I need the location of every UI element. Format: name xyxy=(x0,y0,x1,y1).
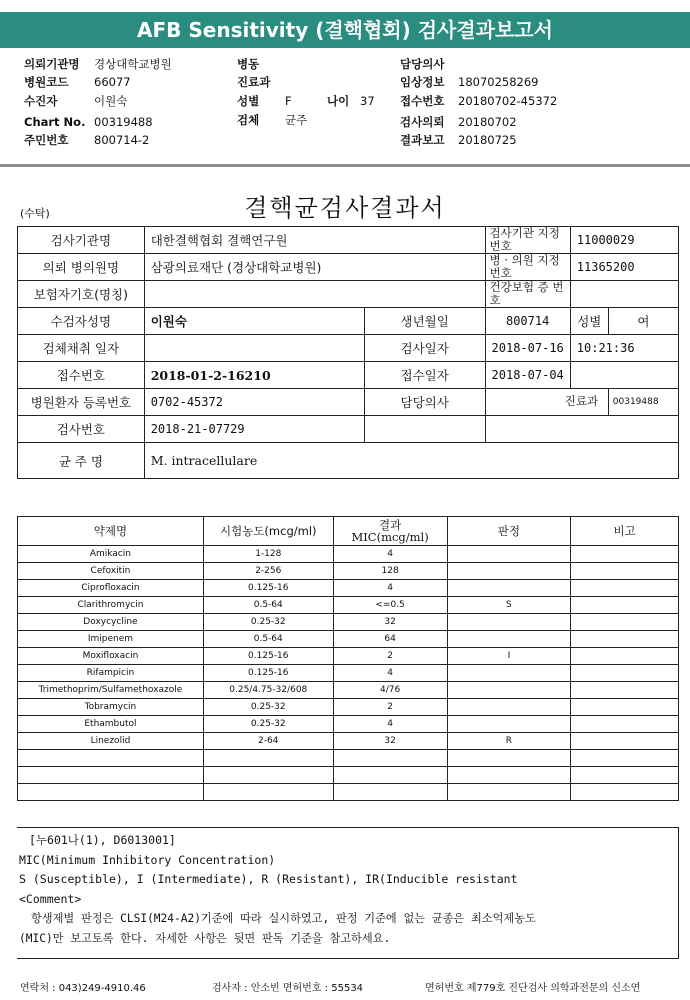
concentration-cell: 2-256 xyxy=(203,563,333,580)
birth-label: 생년월일 xyxy=(364,308,485,335)
table-row xyxy=(18,546,679,563)
patient-reg: 0702-45372 xyxy=(144,389,364,416)
test-no: 2018-21-07729 xyxy=(144,416,364,443)
table-row xyxy=(18,563,679,580)
patient-reg-label: 병원환자 등록번호 xyxy=(18,389,145,416)
insurance-label: 보험자기호(명칭) xyxy=(18,281,145,308)
empty-row xyxy=(18,767,679,784)
concentration-cell: 0.5-64 xyxy=(203,597,333,614)
report-date-value: 20180725 xyxy=(458,133,517,147)
mic-cell: 4/76 xyxy=(333,682,447,699)
health-insurance-label: 건강보험 증 번 호 xyxy=(485,281,570,308)
drug-cell: Clarithromycin xyxy=(18,597,204,614)
organism-label: 균 주 명 xyxy=(18,443,145,479)
empty-cell xyxy=(333,750,447,767)
test-no-blank1 xyxy=(364,416,485,443)
interpretation-cell xyxy=(447,665,571,682)
lab-designation: 11000029 xyxy=(570,227,678,254)
notes-mic-definition: MIC(Minimum Inhibitory Concentration) xyxy=(19,852,276,867)
empty-cell xyxy=(571,750,679,767)
test-date-label: 검사일자 xyxy=(364,335,485,362)
section-divider xyxy=(0,164,690,167)
specimen-label: 검체 xyxy=(237,113,260,127)
test-request-form xyxy=(17,226,679,479)
patient-name-label: 수검자성명 xyxy=(18,308,145,335)
interpretation-cell xyxy=(447,699,571,716)
empty-cell xyxy=(18,750,204,767)
examinee-value: 이원숙 xyxy=(94,94,128,108)
empty-cell xyxy=(447,750,571,767)
test-time: 10:21:36 xyxy=(570,335,678,362)
specimen-value: 균주 xyxy=(285,113,308,127)
header-concentration: 시험농도(mcg/ml) xyxy=(203,517,333,546)
footer-contact: 연락처 : 043)249-4910.46 xyxy=(20,983,146,994)
insurance-value xyxy=(144,281,485,308)
chart-no-label: Chart No. xyxy=(24,115,86,129)
mic-cell: 4 xyxy=(333,546,447,563)
receipt-no-label: 접수번호 xyxy=(400,94,445,108)
interpretation-cell: R xyxy=(447,733,571,750)
drug-cell: Moxifloxacin xyxy=(18,648,204,665)
interpretation-cell xyxy=(447,614,571,631)
lab-name: 대한결핵협회 결핵연구원 xyxy=(144,227,485,254)
header-drug: 약제명 xyxy=(18,517,204,546)
department-label: 진료과 xyxy=(237,75,271,89)
concentration-cell: 0.125-16 xyxy=(203,665,333,682)
header-mic-line1: 결과 xyxy=(378,518,402,532)
receipt-tag: (수탁) xyxy=(20,207,50,220)
clinical-info-label: 임상정보 xyxy=(400,75,445,89)
patient-info-col3 xyxy=(400,56,580,151)
empty-cell xyxy=(18,767,204,784)
concentration-cell: 0.25-32 xyxy=(203,699,333,716)
resident-no-label: 주민번호 xyxy=(24,133,69,147)
concentration-cell: 1-128 xyxy=(203,546,333,563)
hospital-designation: 11365200 xyxy=(570,254,678,281)
interpretation-cell xyxy=(447,546,571,563)
notes-comment-line2: (MIC)만 보고토록 한다. 자세한 사항은 뒷면 판독 기준을 참고하세요. xyxy=(19,931,391,945)
notes-code: [누601나(1), D6013001] xyxy=(29,833,176,847)
drug-cell: Tobramycin xyxy=(18,699,204,716)
notes-interpretation-definition: S (Susceptible), I (Intermediate), R (Resistant), IR(Inducible resistant xyxy=(19,872,518,886)
referring-hospital: 삼광의료재단 (경상대학교병원) xyxy=(144,254,485,281)
concentration-cell: 0.25/4.75-32/608 xyxy=(203,682,333,699)
examinee-label: 수진자 xyxy=(24,94,58,108)
empty-cell xyxy=(447,784,571,801)
empty-cell xyxy=(203,784,333,801)
mic-cell: 32 xyxy=(333,733,447,750)
physician-label: 담당의사 xyxy=(364,389,485,416)
empty-cell xyxy=(333,767,447,784)
mic-cell: 4 xyxy=(333,665,447,682)
document-title: 결핵균검사결과서 xyxy=(244,194,446,222)
concentration-cell: 0.25-32 xyxy=(203,716,333,733)
ward-label: 병동 xyxy=(237,57,260,71)
remark-cell xyxy=(571,614,679,631)
footer-examiner: 검사자 : 안소빈 면허번호 : 55534 xyxy=(212,983,364,994)
accession-date-label: 접수일자 xyxy=(364,362,485,389)
mic-cell: 2 xyxy=(333,699,447,716)
hospital-code-value: 66077 xyxy=(94,75,131,89)
lab-name-label: 검사기관명 xyxy=(18,227,145,254)
interpretation-cell: I xyxy=(447,648,571,665)
mic-cell: 4 xyxy=(333,716,447,733)
table-row xyxy=(18,597,679,614)
mic-cell: 128 xyxy=(333,563,447,580)
clinic-label: 진료과 xyxy=(564,394,599,408)
clinic-value: 00319488 xyxy=(612,397,659,407)
table-row xyxy=(18,631,679,648)
hospital-code-label: 병원코드 xyxy=(24,75,69,89)
empty-cell xyxy=(203,750,333,767)
organism: M. intracellulare xyxy=(144,443,678,479)
empty-cell xyxy=(571,767,679,784)
remark-cell xyxy=(571,580,679,597)
institution-value: 경상대학교병원 xyxy=(94,57,172,71)
interpretation-cell xyxy=(447,716,571,733)
birth-value: 800714 xyxy=(485,308,570,335)
collection-date-label: 검체채취 일자 xyxy=(18,335,145,362)
request-date-label: 검사의뢰 xyxy=(400,115,445,129)
susceptibility-body xyxy=(18,546,679,801)
referring-hospital-label: 의뢰 병의원명 xyxy=(18,254,145,281)
table-row xyxy=(18,716,679,733)
table-row xyxy=(18,665,679,682)
accession-no-label: 접수번호 xyxy=(18,362,145,389)
table-row xyxy=(18,614,679,631)
drug-cell: Doxycycline xyxy=(18,614,204,631)
header-mic-line2: MIC(mcg/ml) xyxy=(351,530,429,544)
interpretation-cell: S xyxy=(447,597,571,614)
accession-date: 2018-07-04 xyxy=(485,362,570,389)
remark-cell xyxy=(571,665,679,682)
drug-cell: Trimethoprim/Sulfamethoxazole xyxy=(18,682,204,699)
interpretation-cell xyxy=(447,580,571,597)
concentration-cell: 2-64 xyxy=(203,733,333,750)
accession-no: 2018-01-2-16210 xyxy=(144,362,364,389)
empty-cell xyxy=(571,784,679,801)
header-interpretation: 판정 xyxy=(447,517,571,546)
interpretation-cell xyxy=(447,563,571,580)
concentration-cell: 0.125-16 xyxy=(203,580,333,597)
receipt-no-value: 20180702-45372 xyxy=(458,94,558,108)
empty-cell xyxy=(333,784,447,801)
hospital-designation-label: 병 · 의원 지정번호 xyxy=(485,254,570,281)
concentration-cell: 0.125-16 xyxy=(203,648,333,665)
institution-label: 의뢰기관명 xyxy=(24,57,80,71)
chart-no-value: 00319488 xyxy=(94,115,153,129)
request-date-value: 20180702 xyxy=(458,115,517,129)
mic-cell: 32 xyxy=(333,614,447,631)
remark-cell xyxy=(571,546,679,563)
interpretation-cell xyxy=(447,631,571,648)
patient-name: 이원숙 xyxy=(144,308,364,335)
empty-cell xyxy=(447,767,571,784)
mic-cell: <=0.5 xyxy=(333,597,447,614)
header-remark: 비고 xyxy=(571,517,679,546)
age-value: 37 xyxy=(360,94,375,108)
report-date-label: 결과보고 xyxy=(400,133,445,147)
table-row xyxy=(18,580,679,597)
empty-row xyxy=(18,784,679,801)
mic-cell: 2 xyxy=(333,648,447,665)
remark-cell xyxy=(571,733,679,750)
remark-cell xyxy=(571,699,679,716)
notes-comment-label: <Comment> xyxy=(19,891,82,906)
remark-cell xyxy=(571,716,679,733)
sex-form-value: 여 xyxy=(608,308,678,335)
drug-cell: Imipenem xyxy=(18,631,204,648)
interpretation-cell xyxy=(447,682,571,699)
accession-blank xyxy=(570,362,678,389)
test-date: 2018-07-16 xyxy=(485,335,570,362)
test-no-label: 검사번호 xyxy=(18,416,145,443)
empty-row xyxy=(18,750,679,767)
drug-cell: Cefoxitin xyxy=(18,563,204,580)
susceptibility-table xyxy=(17,516,679,801)
header-mic xyxy=(333,517,447,546)
drug-cell: Ethambutol xyxy=(18,716,204,733)
empty-cell xyxy=(18,784,204,801)
notes-comment-line1: 항생제별 판정은 CLSI(M24-A2)기준에 따라 실시하였고, 판정 기준에 없는 균종은 최소억제농도 xyxy=(31,912,536,925)
remark-cell xyxy=(571,597,679,614)
collection-date xyxy=(144,335,364,362)
report-title-bar xyxy=(0,12,690,48)
drug-cell: Linezolid xyxy=(18,733,204,750)
doctor-label: 담당의사 xyxy=(400,57,445,71)
concentration-cell: 0.5-64 xyxy=(203,631,333,648)
table-row xyxy=(18,648,679,665)
footer-signatory: 면허번호 제779호 진단검사 의학과전문의 신소연 xyxy=(425,983,641,994)
remark-cell xyxy=(571,648,679,665)
drug-cell: Rifampicin xyxy=(18,665,204,682)
resident-no-value: 800714-2 xyxy=(94,133,150,147)
table-row xyxy=(18,682,679,699)
remark-cell xyxy=(571,682,679,699)
age-label: 나이 xyxy=(327,94,350,108)
concentration-cell: 0.25-32 xyxy=(203,614,333,631)
drug-cell: Amikacin xyxy=(18,546,204,563)
remark-cell xyxy=(571,631,679,648)
susceptibility-header-row xyxy=(18,517,679,546)
sex-form-label: 성별 xyxy=(570,308,608,335)
sex-label: 성별 xyxy=(237,94,260,108)
patient-info-col2 xyxy=(237,56,387,151)
lab-designation-label: 검사기관 지정번호 xyxy=(485,227,570,254)
table-row xyxy=(18,699,679,716)
notes-box xyxy=(17,827,679,959)
sex-value: F xyxy=(285,94,292,108)
patient-info-col1 xyxy=(24,56,224,151)
empty-cell xyxy=(203,767,333,784)
mic-cell: 64 xyxy=(333,631,447,648)
clinic-cell xyxy=(564,389,678,416)
report-title: AFB Sensitivity (결핵협회) 검사결과보고서 xyxy=(137,18,553,42)
drug-cell: Ciprofloxacin xyxy=(18,580,204,597)
table-row xyxy=(18,733,679,750)
remark-cell xyxy=(571,563,679,580)
clinical-info-value: 18070258269 xyxy=(458,75,539,89)
mic-cell: 4 xyxy=(333,580,447,597)
test-no-blank2 xyxy=(485,416,678,443)
health-insurance-value xyxy=(570,281,678,308)
